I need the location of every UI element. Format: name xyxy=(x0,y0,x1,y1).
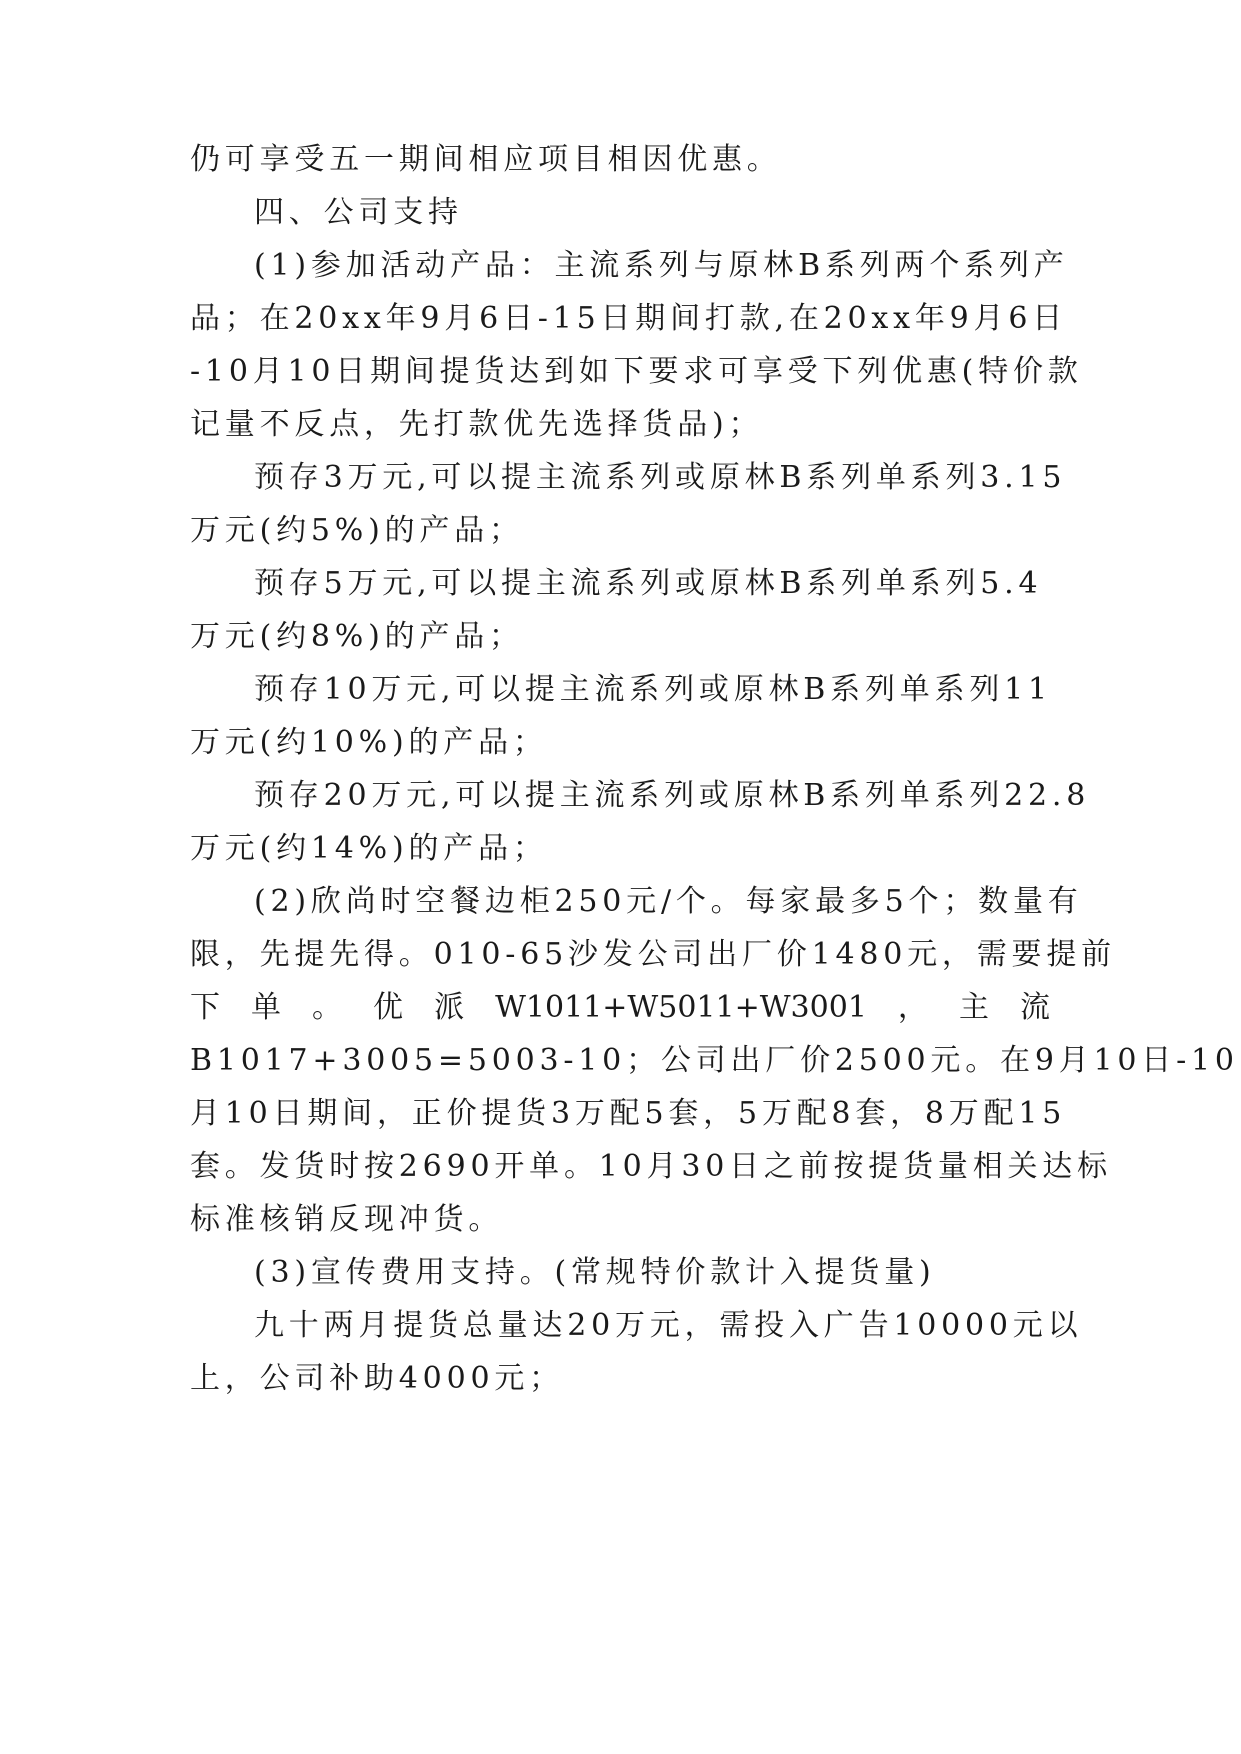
text-line: 九十两月提货总量达20万元，需投入广告10000元以 xyxy=(254,1308,1083,1343)
text-line: 万元(约10%)的产品； xyxy=(190,725,548,760)
text-line: 预存5万元,可以提主流系列或原林B系列单系列5.4 xyxy=(254,566,1043,601)
text-fragment: 优 xyxy=(373,990,404,1025)
text-line: -10月10日期间提货达到如下要求可享受下列优惠(特价款 xyxy=(190,354,1083,389)
text-line: B1017+3005=5003-10；公司出厂价2500元。在9月10日-10 xyxy=(190,1043,1239,1078)
text-fragment: 下 xyxy=(190,990,220,1025)
text-line: 仍可享受五一期间相应项目相因优惠。 xyxy=(190,142,782,177)
text-fragment: 派 xyxy=(434,990,465,1025)
text-line-justified xyxy=(190,988,1050,1028)
text-fragment: W1011+W5011+W3001 xyxy=(495,990,867,1025)
text-line: 记量不反点，先打款优先选择货品)； xyxy=(190,407,764,442)
text-line: 月10日期间，正价提货3万配5套，5万配8套，8万配15 xyxy=(190,1096,1067,1131)
text-line: (3)宣传费用支持。(常规特价款计入提货量) xyxy=(254,1255,936,1290)
text-line: 套。发货时按2690开单。10月30日之前按提货量相关达标 xyxy=(190,1149,1112,1184)
text-line: 预存3万元,可以提主流系列或原林B系列单系列3.15 xyxy=(254,460,1067,495)
text-line: 标准核销反现冲货。 xyxy=(190,1202,504,1237)
text-fragment: 主 xyxy=(958,990,989,1025)
text-line: (2)欣尚时空餐边柜250元/个。每家最多5个；数量有 xyxy=(254,884,1083,919)
text-line: 预存10万元,可以提主流系列或原林B系列单系列11 xyxy=(254,672,1052,707)
section-heading: 四、公司支持 xyxy=(254,195,463,230)
text-line: 限，先提先得。010-65沙发公司出厂价1480元，需要提前 xyxy=(190,937,1116,972)
text-line: (1)参加活动产品：主流系列与原林B系列两个系列产 xyxy=(254,248,1069,283)
text-line: 上，公司补助4000元； xyxy=(190,1361,564,1396)
text-fragment: 单 xyxy=(251,990,282,1025)
text-fragment: ， xyxy=(897,990,928,1025)
text-line: 万元(约14%)的产品； xyxy=(190,831,548,866)
text-fragment: 。 xyxy=(312,990,343,1025)
text-line: 万元(约8%)的产品； xyxy=(190,619,524,654)
text-fragment: 流 xyxy=(1019,990,1050,1025)
text-line: 品；在20xx年9月6日-15日期间打款,在20xx年9月6日 xyxy=(190,301,1068,336)
text-line: 预存20万元,可以提主流系列或原林B系列单系列22.8 xyxy=(254,778,1091,813)
text-line: 万元(约5%)的产品； xyxy=(190,513,524,548)
